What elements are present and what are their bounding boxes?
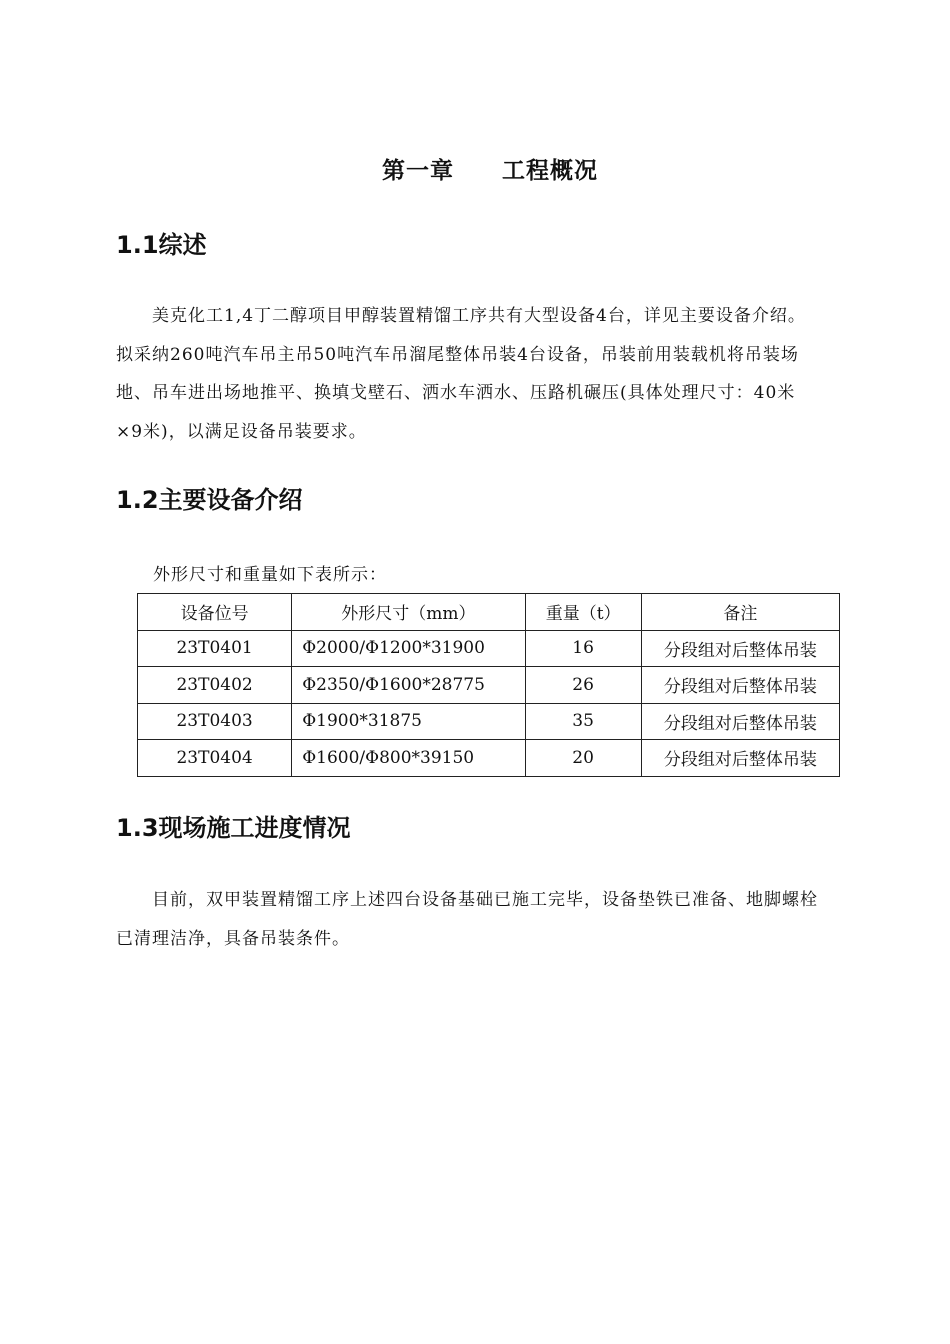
table-row bbox=[138, 667, 840, 704]
progress-line: 已清理洁净，具备吊装条件。 bbox=[116, 928, 350, 949]
table-row bbox=[138, 630, 840, 667]
cell-dimensions: Φ1900*31875 bbox=[292, 703, 525, 740]
cell-remarks: 分段组对后整体吊装 bbox=[641, 703, 839, 740]
cell-tag-number: 23T0402 bbox=[138, 667, 292, 704]
header-dimensions: 外形尺寸（mm） bbox=[292, 594, 525, 631]
overview-line: 地、吊车进出场地推平、换填戈壁石、洒水车洒水、压路机碾压(具体处理尺寸：40米 bbox=[116, 383, 796, 403]
progress-paragraph bbox=[116, 881, 864, 958]
cell-tag-number: 23T0401 bbox=[138, 630, 292, 667]
table-header-row bbox=[138, 594, 840, 631]
cell-tag-number: 23T0404 bbox=[138, 740, 292, 777]
cell-weight: 35 bbox=[525, 703, 641, 740]
cell-weight: 26 bbox=[525, 667, 641, 704]
overview-line: 拟采纳260吨汽车吊主吊50吨汽车吊溜尾整体吊装4台设备，吊装前用装载机将吊装场 bbox=[116, 344, 799, 365]
section-heading-progress: 1.3现场施工进度情况 bbox=[116, 814, 351, 842]
cell-dimensions: Φ1600/Φ800*39150 bbox=[292, 740, 525, 777]
equipment-table bbox=[137, 593, 840, 777]
cell-dimensions: Φ2000/Φ1200*31900 bbox=[292, 630, 525, 667]
table-row bbox=[138, 740, 840, 777]
cell-tag-number: 23T0403 bbox=[138, 703, 292, 740]
cell-remarks: 分段组对后整体吊装 bbox=[641, 740, 839, 777]
table-intro: 外形尺寸和重量如下表所示： bbox=[153, 565, 387, 585]
cell-weight: 16 bbox=[525, 630, 641, 667]
cell-remarks: 分段组对后整体吊装 bbox=[641, 667, 839, 704]
overview-line: ×9米)，以满足设备吊装要求。 bbox=[116, 421, 367, 442]
section-heading-overview: 1.1综述 bbox=[116, 231, 207, 259]
header-weight: 重量（t） bbox=[525, 594, 641, 631]
chapter-title: 第一章 工程概况 bbox=[382, 158, 598, 184]
overview-paragraph bbox=[116, 297, 864, 451]
header-remarks: 备注 bbox=[641, 594, 839, 631]
header-tag-number: 设备位号 bbox=[138, 594, 292, 631]
table-row bbox=[138, 703, 840, 740]
overview-line: 美克化工1,4丁二醇项目甲醇装置精馏工序共有大型设备4台，详见主要设备介绍。 bbox=[152, 306, 806, 326]
progress-line: 目前，双甲装置精馏工序上述四台设备基础已施工完毕，设备垫铁已准备、地脚螺栓 bbox=[152, 890, 818, 910]
cell-remarks: 分段组对后整体吊装 bbox=[641, 630, 839, 667]
cell-weight: 20 bbox=[525, 740, 641, 777]
section-heading-equipment: 1.2主要设备介绍 bbox=[116, 486, 303, 514]
cell-dimensions: Φ2350/Φ1600*28775 bbox=[292, 667, 525, 704]
